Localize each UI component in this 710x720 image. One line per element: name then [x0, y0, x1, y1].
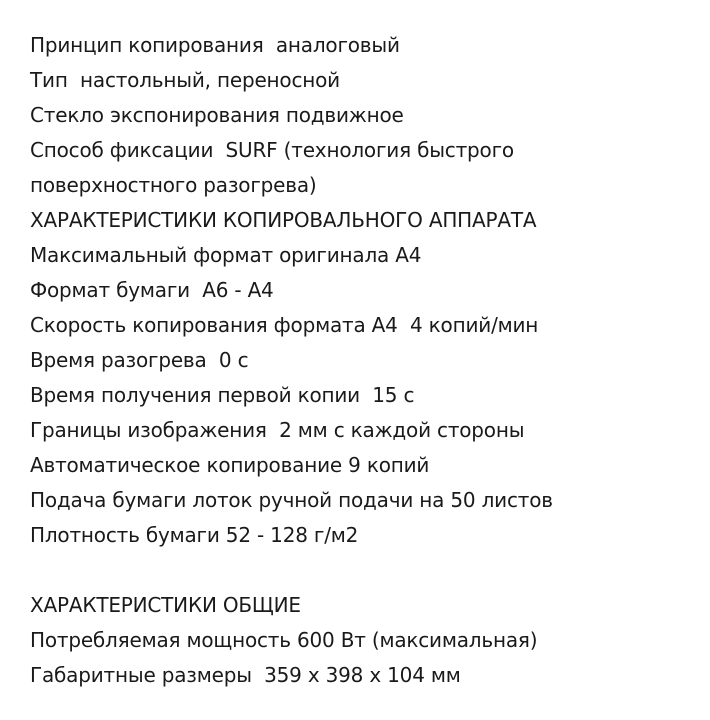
- spec-line-first-copy-time: Время получения первой копии 15 с: [30, 383, 415, 407]
- spec-line-auto-copy: Автоматическое копирование 9 копий: [30, 453, 430, 477]
- section-spacer: [30, 553, 700, 588]
- spec-line-type: Тип настольный, переносной: [30, 68, 340, 92]
- spec-line-fixing-method: Способ фиксации SURF (технология быстрого: [30, 138, 514, 162]
- spec-line-fixing-method-cont: поверхностного разогрева): [30, 173, 317, 197]
- spec-line-copy-speed: Скорость копирования формата А4 4 копий/мин: [30, 313, 539, 337]
- spec-line-exposure-glass: Стекло экспонирования подвижное: [30, 103, 404, 127]
- spec-line-paper-density: Плотность бумаги 52 - 128 г/м2: [30, 523, 359, 547]
- spec-line-paper-feed: Подача бумаги лоток ручной подачи на 50 листов: [30, 488, 553, 512]
- spec-line-image-margins: Границы изображения 2 мм с каждой стороны: [30, 418, 525, 442]
- section-heading-general: ХАРАКТЕРИСТИКИ ОБЩИЕ: [30, 593, 301, 617]
- spec-document: [30, 28, 700, 693]
- spec-line-paper-format: Формат бумаги А6 - А4: [30, 278, 274, 302]
- spec-line-dimensions: Габаритные размеры 359 x 398 x 104 мм: [30, 663, 461, 687]
- section-heading-copier: ХАРАКТЕРИСТИКИ КОПИРОВАЛЬНОГО АППАРАТА: [30, 208, 537, 232]
- spec-line-copy-principle: Принцип копирования аналоговый: [30, 33, 400, 57]
- spec-line-power: Потребляемая мощность 600 Вт (максимальная): [30, 628, 538, 652]
- spec-line-max-original: Максимальный формат оригинала А4: [30, 243, 422, 267]
- spec-line-warmup-time: Время разогрева 0 с: [30, 348, 249, 372]
